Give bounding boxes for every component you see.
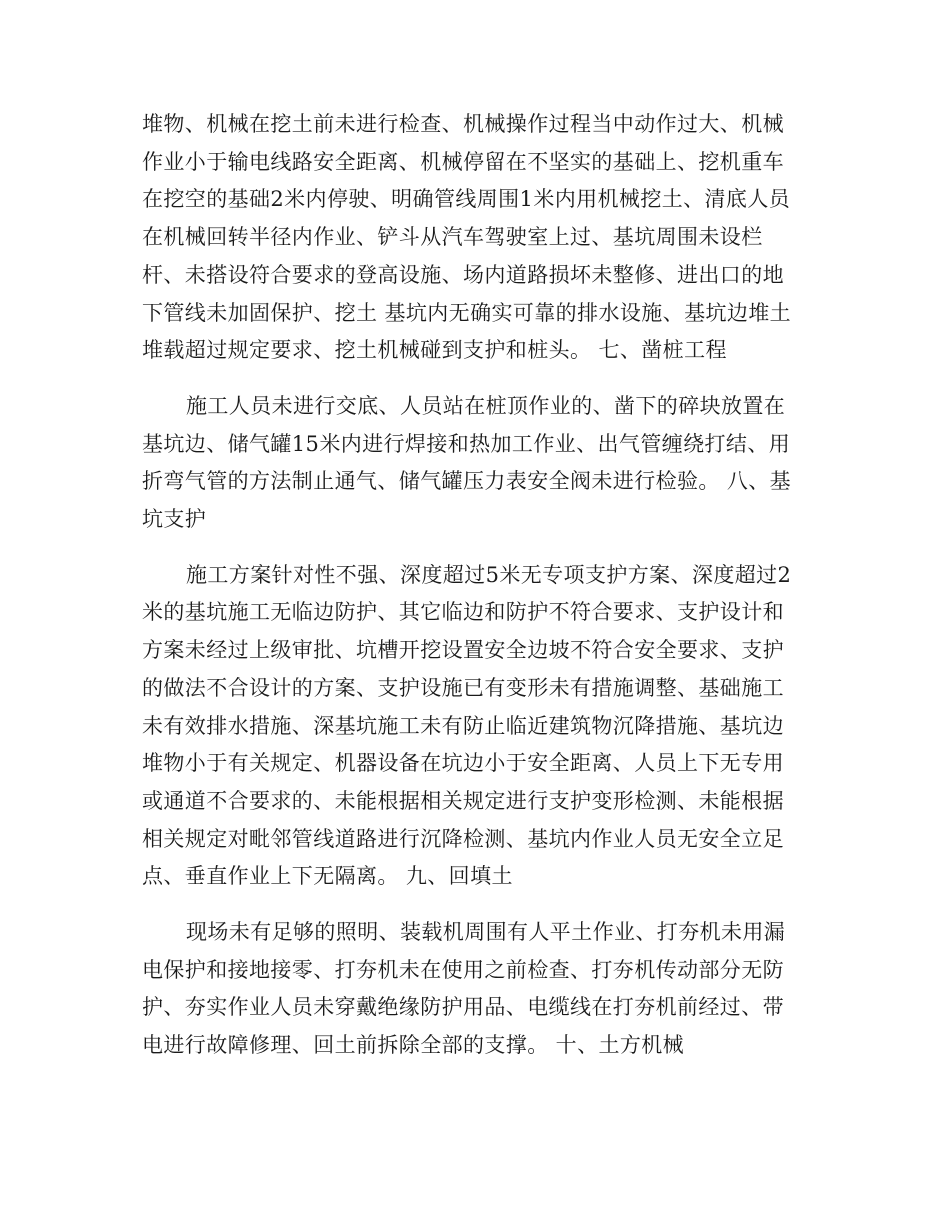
- text-line: 杆、未搭设符合要求的登高设施、场内道路损坏未整修、进出口的地: [142, 262, 784, 287]
- paragraph-3: [142, 557, 814, 896]
- text-line: 点、垂直作业上下无隔离。 九、回填土: [142, 864, 513, 889]
- paragraph-2: [142, 388, 814, 539]
- text-line: 施工人员未进行交底、人员站在桩顶作业的、凿下的碎块放置在: [186, 393, 786, 418]
- text-line: 电保护和接地接零、打夯机未在使用之前检查、打夯机传动部分无防: [142, 957, 784, 982]
- text-line: 堆物、机械在挖土前未进行检查、机械操作过程当中动作过大、机械: [142, 112, 784, 136]
- text-line: 在挖空的基础2米内停驶、明确管线周围1米内用机械挖土、清底人员: [142, 187, 791, 212]
- text-line: 下管线未加固保护、挖土 基坑内无确实可靠的排水设施、基坑边堆土: [142, 300, 792, 325]
- text-line: 堆载超过规定要求、挖土机械碰到支护和桩头。 七、凿桩工程: [142, 338, 727, 363]
- text-line: 坑支护: [142, 507, 207, 532]
- text-line: 的做法不合设计的方案、支护设施已有变形未有措施调整、基础施工: [142, 675, 784, 700]
- text-line: 基坑边、储气罐15米内进行焊接和热加工作业、出气管缠绕打结、用: [142, 431, 791, 456]
- document-body: [142, 106, 814, 1065]
- paragraph-4: [142, 914, 814, 1065]
- text-line: 或通道不合要求的、未能根据相关规定进行支护变形检测、未能根据: [142, 788, 784, 813]
- text-line: 相关规定对毗邻管线道路进行沉降检测、基坑内作业人员无安全立足: [142, 826, 784, 851]
- text-line: 米的基坑施工无临边防护、其它临边和防护不符合要求、支护设计和: [142, 600, 784, 625]
- text-line: 现场未有足够的照明、装载机周围有人平土作业、打夯机未用漏: [186, 920, 786, 945]
- text-line: 护、夯实作业人员未穿戴绝缘防护用品、电缆线在打夯机前经过、带: [142, 995, 784, 1020]
- text-line: 折弯气管的方法制止通气、储气罐压力表安全阀未进行检验。 八、基: [142, 469, 792, 494]
- text-line: 施工方案针对性不强、深度超过5米无专项支护方案、深度超过2: [186, 562, 792, 587]
- text-line: 堆物小于有关规定、机器设备在坑边小于安全距离、人员上下无专用: [142, 751, 784, 776]
- text-line: 电进行故障修理、回土前拆除全部的支撑。 十、土方机械: [142, 1033, 685, 1058]
- paragraph-1: [142, 106, 814, 370]
- text-line: 未有效排水措施、深基坑施工未有防止临近建筑物沉降措施、基坑边: [142, 713, 784, 738]
- text-line: 在机械回转半径内作业、铲斗从汽车驾驶室上过、基坑周围未设栏: [142, 225, 763, 250]
- text-line: 作业小于输电线路安全距离、机械停留在不坚实的基础上、挖机重车: [142, 149, 784, 174]
- text-line: 方案未经过上级审批、坑槽开挖设置安全边坡不符合安全要求、支护: [142, 638, 784, 663]
